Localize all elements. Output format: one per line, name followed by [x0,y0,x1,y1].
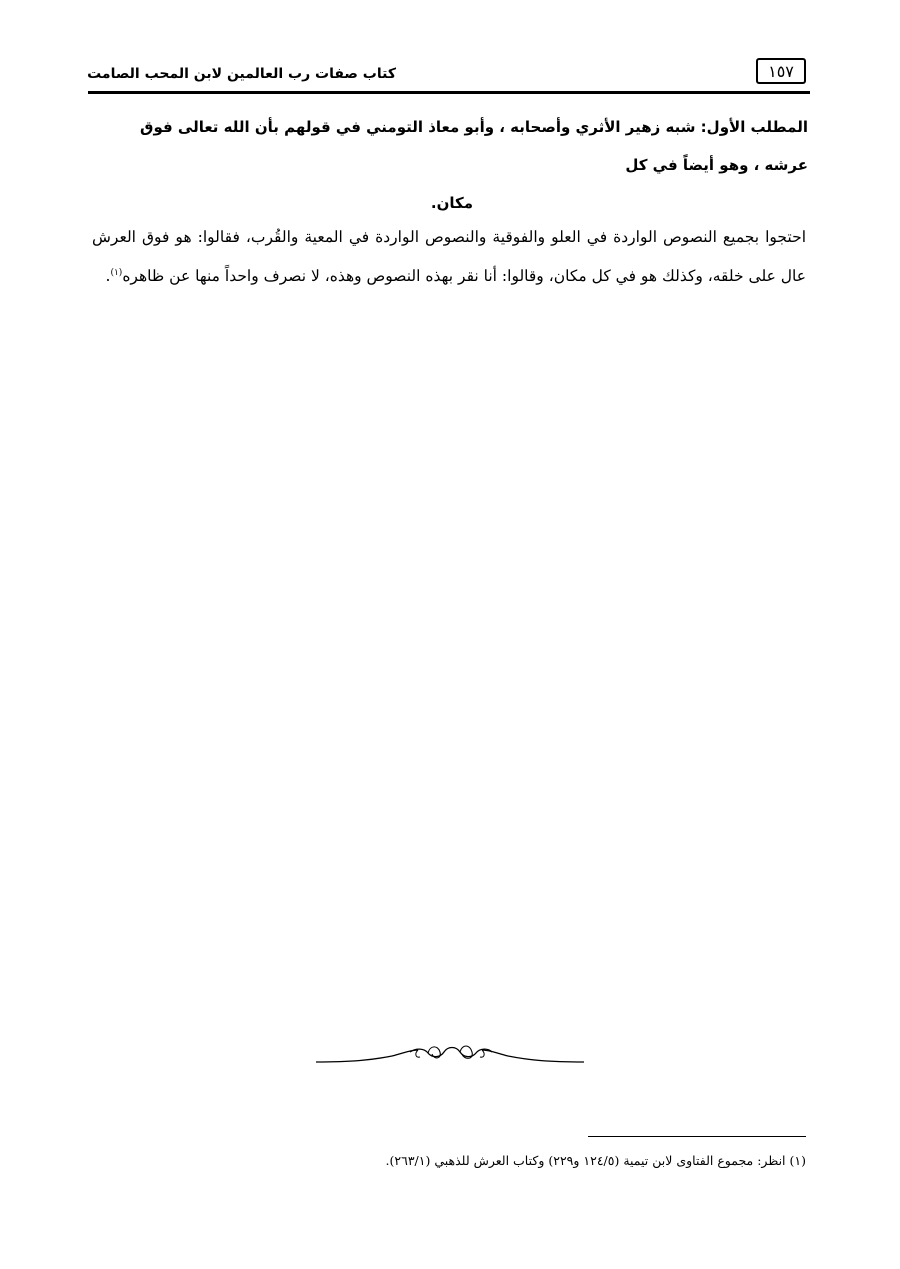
paragraph-text: احتجوا بجميع النصوص الواردة في العلو والفوقية والنصوص الواردة في المعية والقُرب، فقالوا: هو فوق العرش عال على خلقه، وكذلك هو في كل مكان، وقالوا: أنا نقر بهذه النصوص وهذه، لا نصرف واحداً منها عن ظاهره [92,228,806,285]
body-paragraph [92,218,806,295]
running-header-title: كتاب صفات رب العالمين لابن المحب الصامت [87,66,396,82]
page-number-text: ١٥٧ [768,61,794,81]
paragraph-end: . [105,266,111,285]
section-heading [96,108,808,222]
footnote: (١) انظر: مجموع الفتاوى لابن تيمية (١٢٤/٥ و٢٢٩) وكتاب العرش للذهبي (٢٦٣/١). [385,1153,806,1168]
header-divider [88,91,810,94]
footnote-reference: (١) [110,267,123,278]
page-number [756,58,806,84]
section-heading-line1: المطلب الأول: شبه زهير الأثري وأصحابه ، وأبو معاذ التومني في قولهم بأن الله تعالى فوق عرشه ، وهو أيضاً في كل [140,118,808,174]
decorative-ornament-icon [312,1040,588,1074]
footnote-divider [588,1136,806,1137]
section-heading-line2: مكان. [430,194,474,212]
